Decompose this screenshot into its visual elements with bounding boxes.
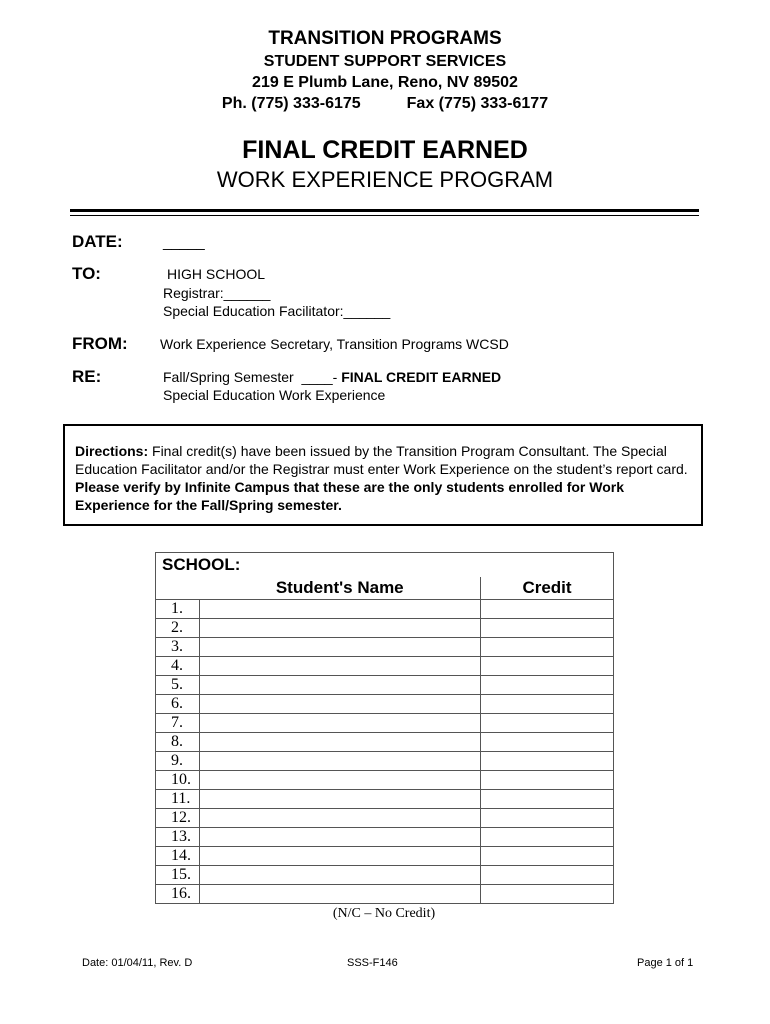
- student-name-cell[interactable]: [200, 790, 481, 809]
- table-row: [156, 619, 614, 638]
- row-number: 6.: [156, 695, 200, 714]
- table-row: [156, 600, 614, 619]
- footer-page-number: Page 1 of 1: [637, 957, 694, 969]
- credit-cell[interactable]: [481, 885, 614, 904]
- student-credit-table: [155, 552, 614, 904]
- row-number: 1.: [156, 600, 200, 619]
- contact-line: [0, 95, 770, 113]
- header-student-name: Student's Name: [200, 577, 481, 600]
- school-row: [156, 553, 614, 578]
- roster-body: [156, 600, 614, 904]
- table-row: [156, 790, 614, 809]
- to-label: TO:: [72, 264, 101, 283]
- row-number: 15.: [156, 866, 200, 885]
- row-number: 2.: [156, 619, 200, 638]
- student-name-cell[interactable]: [200, 733, 481, 752]
- table-header-row: [156, 577, 614, 600]
- credit-cell[interactable]: [481, 809, 614, 828]
- student-name-cell[interactable]: [200, 638, 481, 657]
- school-label: SCHOOL:: [156, 553, 614, 578]
- credit-cell[interactable]: [481, 828, 614, 847]
- footnote: (N/C – No Credit): [332, 906, 436, 921]
- table-row: [156, 847, 614, 866]
- footer-form-id: SSS-F146: [347, 957, 398, 969]
- credit-cell[interactable]: [481, 695, 614, 714]
- table-row: [156, 714, 614, 733]
- header-credit: Credit: [481, 577, 614, 600]
- student-name-cell[interactable]: [200, 809, 481, 828]
- re-final-credit: FINAL CREDIT EARNED: [341, 369, 502, 385]
- directions-text: Final credit(s) have been issued by the Transition Program Consultant. The Special Education Facilitator and/or the Registrar must enter Work Experience on the student’s report card.: [75, 443, 688, 477]
- student-name-cell[interactable]: [200, 695, 481, 714]
- credit-cell[interactable]: [481, 600, 614, 619]
- student-name-cell[interactable]: [200, 676, 481, 695]
- student-name-cell[interactable]: [200, 885, 481, 904]
- to-facilitator: Special Education Facilitator:______: [163, 303, 391, 319]
- re-semester-text: Fall/Spring Semester ____-: [163, 369, 342, 385]
- directions-emphasis: Please verify by Infinite Campus that these are the only students enrolled for Work Experience for the Fall/Spring semester.: [75, 479, 624, 513]
- document-title: FINAL CREDIT EARNED: [242, 136, 528, 164]
- credit-cell[interactable]: [481, 790, 614, 809]
- row-number: 12.: [156, 809, 200, 828]
- table-row: [156, 695, 614, 714]
- fax-number: Fax (775) 333-6177: [406, 95, 549, 112]
- student-name-cell[interactable]: [200, 619, 481, 638]
- student-name-cell[interactable]: [200, 847, 481, 866]
- table-row: [156, 752, 614, 771]
- footer-date-revision: Date: 01/04/11, Rev. D: [82, 957, 193, 969]
- student-name-cell[interactable]: [200, 714, 481, 733]
- document-subtitle: WORK EXPERIENCE PROGRAM: [216, 167, 554, 192]
- org-title: TRANSITION PROGRAMS: [268, 28, 502, 49]
- header-number-cell: [156, 577, 200, 600]
- table-row: [156, 809, 614, 828]
- row-number: 9.: [156, 752, 200, 771]
- row-number: 16.: [156, 885, 200, 904]
- student-name-cell[interactable]: [200, 771, 481, 790]
- row-number: 14.: [156, 847, 200, 866]
- table-row: [156, 771, 614, 790]
- re-label: RE:: [72, 367, 102, 386]
- credit-cell[interactable]: [481, 752, 614, 771]
- credit-cell[interactable]: [481, 676, 614, 695]
- credit-cell[interactable]: [481, 847, 614, 866]
- student-name-cell[interactable]: [200, 657, 481, 676]
- credit-cell[interactable]: [481, 866, 614, 885]
- student-name-cell[interactable]: [200, 828, 481, 847]
- to-school: HIGH SCHOOL: [167, 266, 266, 282]
- re-semester-line: [163, 369, 501, 385]
- row-number: 5.: [156, 676, 200, 695]
- directions-label: Directions:: [75, 443, 149, 459]
- row-number: 4.: [156, 657, 200, 676]
- table-row: [156, 866, 614, 885]
- credit-cell[interactable]: [481, 714, 614, 733]
- student-name-cell[interactable]: [200, 600, 481, 619]
- table-row: [156, 733, 614, 752]
- department-name: STUDENT SUPPORT SERVICES: [263, 53, 507, 70]
- row-number: 8.: [156, 733, 200, 752]
- table-row: [156, 828, 614, 847]
- row-number: 7.: [156, 714, 200, 733]
- to-registrar: Registrar:______: [163, 285, 271, 301]
- credit-cell[interactable]: [481, 771, 614, 790]
- credit-cell[interactable]: [481, 619, 614, 638]
- credit-cell[interactable]: [481, 657, 614, 676]
- row-number: 10.: [156, 771, 200, 790]
- row-number: 13.: [156, 828, 200, 847]
- header-divider-thin: [70, 215, 699, 216]
- credit-cell[interactable]: [481, 638, 614, 657]
- re-program: Special Education Work Experience: [163, 387, 386, 403]
- row-number: 11.: [156, 790, 200, 809]
- header-divider-thick: [70, 209, 699, 212]
- table-row: [156, 676, 614, 695]
- date-label: DATE:: [72, 232, 123, 251]
- from-label: FROM:: [72, 334, 128, 353]
- table-row: [156, 638, 614, 657]
- table-row: [156, 657, 614, 676]
- student-name-cell[interactable]: [200, 866, 481, 885]
- row-number: 3.: [156, 638, 200, 657]
- from-value: Work Experience Secretary, Transition Programs WCSD: [160, 336, 509, 352]
- table-row: [156, 885, 614, 904]
- student-name-cell[interactable]: [200, 752, 481, 771]
- directions-box: [63, 424, 703, 526]
- credit-cell[interactable]: [481, 733, 614, 752]
- phone-number: Ph. (775) 333-6175: [221, 95, 361, 112]
- date-value: _____: [163, 234, 205, 251]
- org-address: 219 E Plumb Lane, Reno, NV 89502: [252, 74, 518, 91]
